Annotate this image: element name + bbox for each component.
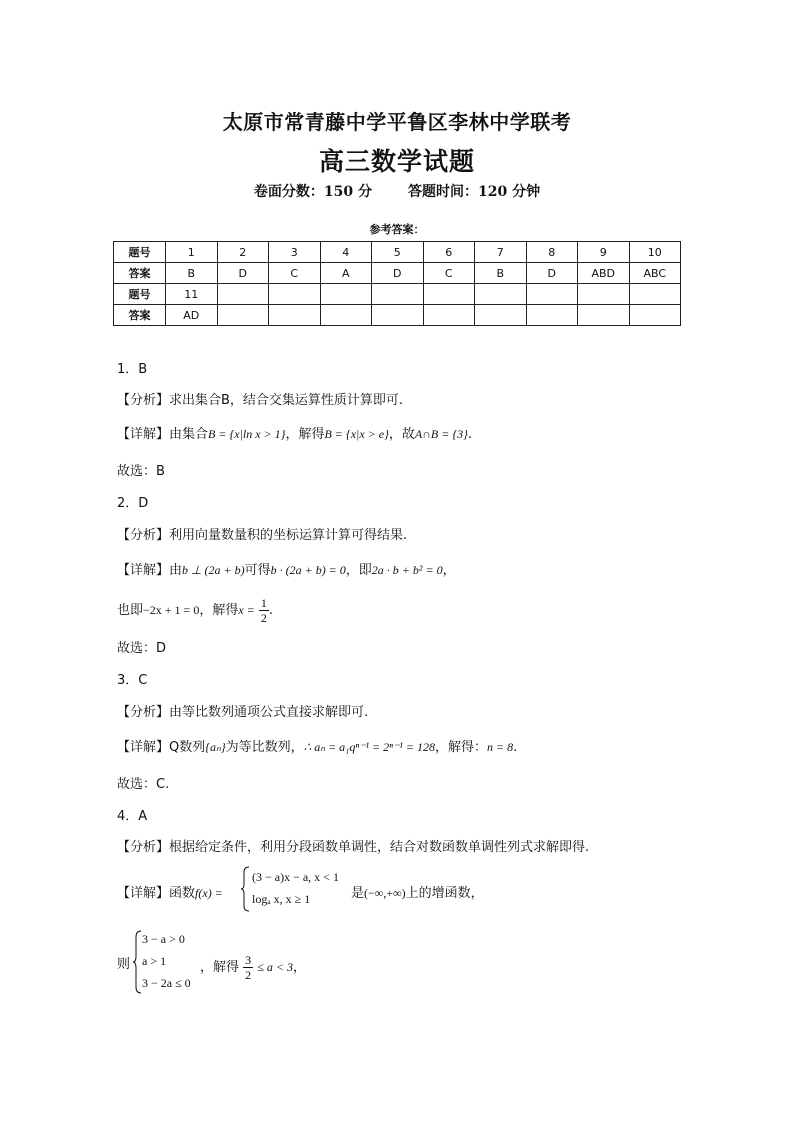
math-expression: b ⊥ (2a + b)	[182, 563, 245, 577]
detail-tag: 【详解】	[117, 740, 170, 755]
table-cell: 5	[372, 242, 424, 263]
table-cell: AD	[166, 305, 218, 326]
analysis-tag: 【分析】	[117, 840, 170, 855]
q1-answer: 故选：B	[117, 464, 165, 479]
table-cell	[269, 284, 321, 305]
detail-text: 函数	[169, 886, 196, 901]
inequality: a > 1	[142, 954, 167, 968]
table-cell	[526, 305, 578, 326]
analysis-tag: 【分析】	[117, 705, 170, 720]
detail-text: ，解得	[285, 427, 325, 442]
fraction-numerator: 3	[245, 953, 252, 967]
exam-title: 高三数学试题	[318, 147, 475, 176]
math-expression: b · (2a + b) = 0	[270, 563, 346, 577]
fraction	[259, 596, 269, 625]
table-row	[114, 263, 681, 284]
analysis-text: 根据给定条件，利用分段函数单调性，结合对数函数单调性列式求解即得.	[169, 840, 590, 855]
detail-text: ，故	[388, 427, 415, 442]
table-cell: A	[320, 263, 372, 284]
table-cell: 11	[166, 284, 218, 305]
detail-tag: 【详解】	[117, 427, 170, 442]
q4-then: 则	[117, 957, 131, 972]
math-expression: ≤ a < 3	[257, 960, 293, 974]
math-expression: x =	[238, 603, 255, 617]
piecewise-case: (3 − a)x − a, x < 1	[252, 870, 339, 884]
q1-detail	[117, 423, 472, 442]
school-title: 太原市常青藤中学平鲁区李林中学联考	[222, 110, 572, 134]
math-expression: {aₙ}	[205, 740, 226, 754]
table-row	[114, 305, 681, 326]
q1-analysis	[117, 389, 403, 408]
analysis-text: 利用向量数量积的坐标运算计算可得结果.	[169, 528, 408, 543]
table-cell: ABD	[578, 263, 630, 284]
detail-text: 由	[169, 563, 183, 578]
table-cell	[526, 284, 578, 305]
table-cell	[423, 305, 475, 326]
table-cell: 答案	[114, 263, 166, 284]
score-label: 卷面分数：150 分	[253, 184, 372, 200]
table-cell	[629, 305, 681, 326]
math-expression: A∩B = {3}	[414, 427, 468, 441]
detail-text: 可得	[244, 563, 271, 578]
table-cell	[372, 305, 424, 326]
math-expression: −2x + 1 = 0	[143, 603, 200, 617]
q2-detail-line2	[117, 596, 273, 625]
table-cell: B	[166, 263, 218, 284]
table-cell: 4	[320, 242, 372, 263]
table-cell: 1	[166, 242, 218, 263]
reference-answers-label: 参考答案：	[369, 223, 425, 236]
q2-answer: 故选：D	[117, 641, 167, 656]
table-cell: 3	[269, 242, 321, 263]
detail-text: 也即	[117, 603, 144, 618]
math-expression: 2a · b + b² = 0	[371, 563, 443, 577]
table-cell: D	[217, 263, 269, 284]
q4-solution	[200, 953, 306, 982]
q2-analysis	[117, 524, 407, 543]
brace-icon	[132, 930, 142, 994]
table-cell	[475, 284, 527, 305]
piecewise-case: logₐ x, x ≥ 1	[252, 892, 311, 906]
table-cell	[629, 284, 681, 305]
detail-tag: 【详解】	[117, 886, 170, 901]
math-expression: n = 8	[486, 740, 514, 754]
q4-number: 4．A	[117, 809, 148, 824]
detail-tag: 【详解】	[117, 563, 170, 578]
table-cell: C	[269, 263, 321, 284]
detail-text: 为等比数列，	[225, 740, 304, 755]
table-cell	[372, 284, 424, 305]
detail-text: ，即	[345, 563, 372, 578]
table-cell: 题号	[114, 242, 166, 263]
math-expression: B = {x|x > e}	[324, 427, 389, 441]
detail-text: .	[467, 427, 473, 442]
fraction-numerator: 1	[260, 596, 267, 610]
detail-text: ，解得：	[434, 740, 487, 755]
time-label: 答题时间：120 分钟	[408, 184, 541, 200]
math-expression: f(x) =	[195, 886, 223, 900]
q4-detail	[117, 882, 223, 901]
detail-text: ，	[292, 960, 306, 975]
q4-detail-cont	[351, 882, 484, 901]
table-cell	[475, 305, 527, 326]
table-cell: 6	[423, 242, 475, 263]
table-cell	[578, 305, 630, 326]
q3-answer: 故选：C.	[117, 777, 170, 792]
detail-text: ，解得	[200, 960, 240, 975]
table-cell	[578, 284, 630, 305]
q4-analysis	[117, 836, 589, 855]
math-expression: B = {x|ln x > 1}	[208, 427, 286, 441]
table-cell: ABC	[629, 263, 681, 284]
table-cell: 答案	[114, 305, 166, 326]
answer-table	[113, 241, 681, 326]
q3-number: 3．C	[117, 673, 148, 688]
table-row	[114, 242, 681, 263]
detail-text: 由集合	[169, 427, 209, 442]
brace-icon	[240, 866, 250, 912]
exam-info	[0, 181, 794, 201]
fraction-denominator: 2	[245, 968, 252, 982]
q3-detail	[117, 736, 517, 755]
detail-text: ，解得	[199, 603, 239, 618]
inequality: 3 − 2a ≤ 0	[142, 976, 191, 990]
table-cell: 8	[526, 242, 578, 263]
analysis-text: 求出集合B，结合交集运算性质计算即可.	[169, 393, 404, 408]
table-cell: D	[526, 263, 578, 284]
math-expression: (−∞,+∞)	[364, 886, 406, 900]
piecewise-function	[240, 866, 350, 912]
detail-text: ，	[442, 563, 456, 578]
detail-text: 上的增函数，	[405, 886, 484, 901]
table-cell	[320, 284, 372, 305]
math-expression: ∴ aₙ = a₁qⁿ⁻¹ = 2ⁿ⁻¹ = 128	[303, 740, 435, 754]
table-cell: 10	[629, 242, 681, 263]
table-cell	[217, 284, 269, 305]
table-cell	[423, 284, 475, 305]
table-cell: 9	[578, 242, 630, 263]
table-cell	[269, 305, 321, 326]
detail-text: 是	[351, 886, 365, 901]
q1-number: 1．B	[117, 362, 148, 377]
inequality: 3 − a > 0	[142, 932, 185, 946]
table-cell	[217, 305, 269, 326]
q2-number: 2．D	[117, 496, 149, 511]
detail-text: .	[513, 740, 518, 755]
table-row	[114, 284, 681, 305]
table-cell: 2	[217, 242, 269, 263]
table-cell: B	[475, 263, 527, 284]
table-cell: 7	[475, 242, 527, 263]
analysis-text: 由等比数列通项公式直接求解即可.	[169, 705, 369, 720]
fraction	[243, 953, 253, 982]
analysis-tag: 【分析】	[117, 393, 170, 408]
table-cell: C	[423, 263, 475, 284]
q3-analysis	[117, 701, 368, 720]
table-cell: D	[372, 263, 424, 284]
detail-text: .	[268, 603, 274, 618]
table-cell	[320, 305, 372, 326]
fraction-denominator: 2	[260, 611, 267, 625]
table-cell: 题号	[114, 284, 166, 305]
q2-detail	[117, 559, 456, 578]
analysis-tag: 【分析】	[117, 528, 170, 543]
detail-text: Q数列	[169, 740, 206, 755]
